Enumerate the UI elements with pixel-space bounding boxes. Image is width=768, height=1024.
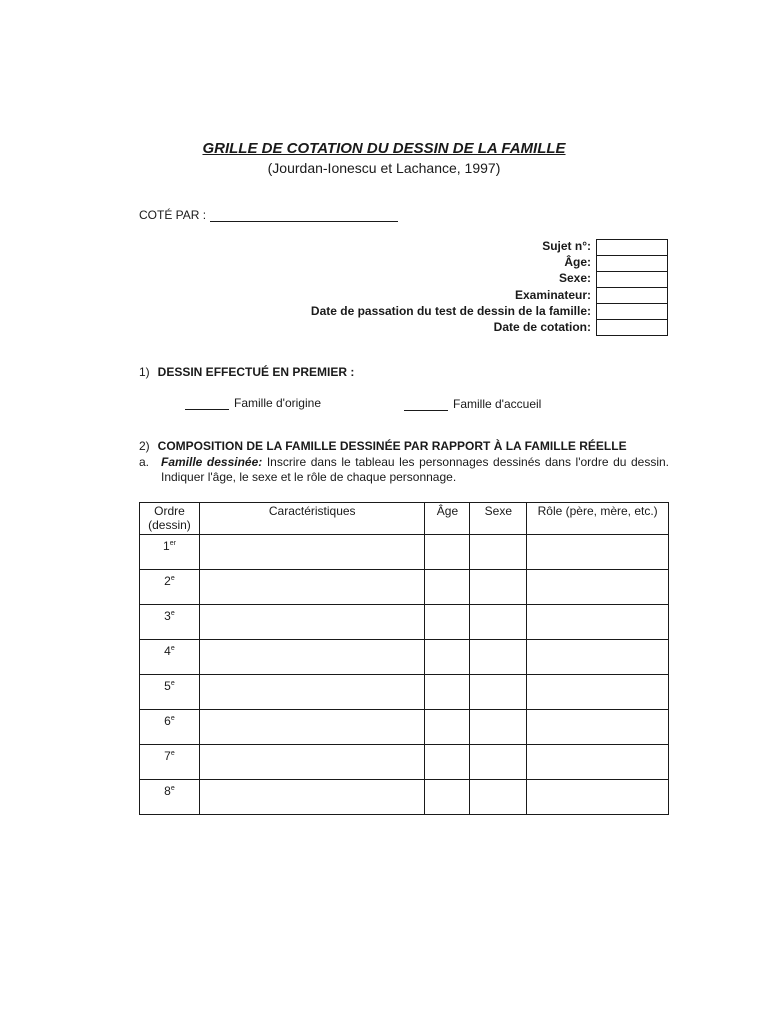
info-label-age: Âge: [564,255,591,270]
info-label-examinateur: Examinateur: [514,287,591,302]
info-label-sexe: Sexe: [558,271,591,286]
section-2-heading [139,439,627,453]
header-sexe: Sexe [470,503,527,535]
ordre-number: 4 [164,644,171,658]
option-famille-accueil-label: Famille d'accueil [453,397,542,411]
section-2-title: COMPOSITION DE LA FAMILLE DESSINÉE PAR RAPPORT À LA FAMILLE RÉELLE [157,439,627,453]
age-cell[interactable] [425,675,470,710]
info-box-age[interactable] [596,255,668,271]
role-cell[interactable] [527,710,669,745]
ordre-suffix: er [169,540,176,547]
role-cell[interactable] [527,570,669,605]
page-title: GRILLE DE COTATION DU DESSIN DE LA FAMILLE [202,140,566,157]
ordre-suffix: e [170,680,175,687]
ordre-number: 3 [164,609,171,623]
section-2a-paragraph [139,455,669,485]
ordre-suffix: e [170,750,175,757]
caracteristiques-cell[interactable] [199,605,425,640]
caracteristiques-cell[interactable] [199,780,425,815]
caracteristiques-cell[interactable] [199,535,425,570]
ordre-cell [140,605,200,640]
role-cell[interactable] [527,675,669,710]
table-row [140,535,669,570]
ordre-number: 5 [164,679,171,693]
caracteristiques-cell[interactable] [199,675,425,710]
ordre-cell [140,710,200,745]
info-box-examinateur[interactable] [596,287,668,303]
ordre-cell [140,535,200,570]
option-famille-origine-label: Famille d'origine [234,396,321,410]
sexe-cell[interactable] [470,675,527,710]
section-1-heading [139,365,354,379]
section-2a-lead: Famille dessinée: [161,455,263,469]
cote-par-label: COTÉ PAR : [139,208,207,222]
info-boxes [596,239,668,336]
role-cell[interactable] [527,745,669,780]
cote-par-line[interactable] [210,210,398,222]
info-box-sexe[interactable] [596,271,668,287]
cote-par-field [139,208,398,222]
blank-famille-accueil[interactable] [404,400,448,411]
age-cell[interactable] [425,535,470,570]
ordre-cell [140,570,200,605]
role-cell[interactable] [527,780,669,815]
age-cell[interactable] [425,570,470,605]
section-1-title: DESSIN EFFECTUÉ EN PREMIER : [157,365,355,379]
option-famille-origine [185,396,321,410]
ordre-number: 7 [164,749,171,763]
caracteristiques-cell[interactable] [199,570,425,605]
ordre-suffix: e [170,575,175,582]
table-header-row [140,503,669,535]
sexe-cell[interactable] [470,640,527,675]
section-2a-marker: a. [139,455,150,469]
famille-dessinee-table [139,502,669,815]
page-subtitle: (Jourdan-Ionescu et Lachance, 1997) [267,160,501,176]
table-row [140,640,669,675]
ordre-number: 1 [163,539,170,553]
info-box-date-cotation[interactable] [596,319,668,336]
ordre-number: 8 [164,784,171,798]
ordre-cell [140,675,200,710]
age-cell[interactable] [425,745,470,780]
role-cell[interactable] [527,640,669,675]
age-cell[interactable] [425,640,470,675]
info-label-date-passation: Date de passation du test de dessin de la famille: [310,303,591,318]
ordre-cell [140,745,200,780]
sexe-cell[interactable] [470,745,527,780]
role-cell[interactable] [527,605,669,640]
age-cell[interactable] [425,605,470,640]
ordre-suffix: e [170,715,175,722]
header-ordre: Ordre (dessin) [140,503,200,535]
header-age: Âge [425,503,470,535]
blank-famille-origine[interactable] [185,399,229,410]
section-2-number: 2) [139,439,150,453]
ordre-number: 6 [164,714,171,728]
sexe-cell[interactable] [470,710,527,745]
ordre-suffix: e [170,785,175,792]
ordre-suffix: e [170,610,175,617]
section-2a-text: Inscrire dans le tableau les personnages dessinés dans l'ordre du dessin. Indiquer l'âge, le sexe et le rôle de chaque personnage. [161,455,669,484]
role-cell[interactable] [527,535,669,570]
ordre-cell [140,780,200,815]
section-1-number: 1) [139,365,150,379]
option-famille-accueil [404,397,541,411]
age-cell[interactable] [425,780,470,815]
info-labels [311,238,591,335]
table-row [140,675,669,710]
table-row [140,570,669,605]
sexe-cell[interactable] [470,570,527,605]
caracteristiques-cell[interactable] [199,640,425,675]
ordre-suffix: e [170,645,175,652]
sexe-cell[interactable] [470,605,527,640]
table-row [140,780,669,815]
header-caracteristiques: Caractéristiques [199,503,425,535]
info-box-date-passation[interactable] [596,303,668,319]
info-label-sujet: Sujet n°: [542,239,591,253]
header-role: Rôle (père, mère, etc.) [527,503,669,535]
sexe-cell[interactable] [470,535,527,570]
table-row [140,605,669,640]
age-cell[interactable] [425,710,470,745]
table-row [140,745,669,780]
info-label-date-cotation: Date de cotation: [493,320,591,335]
sexe-cell[interactable] [470,780,527,815]
ordre-cell [140,640,200,675]
info-box-sujet[interactable] [596,239,668,255]
caracteristiques-cell[interactable] [199,710,425,745]
caracteristiques-cell[interactable] [199,745,425,780]
ordre-number: 2 [164,574,171,588]
table-row [140,710,669,745]
